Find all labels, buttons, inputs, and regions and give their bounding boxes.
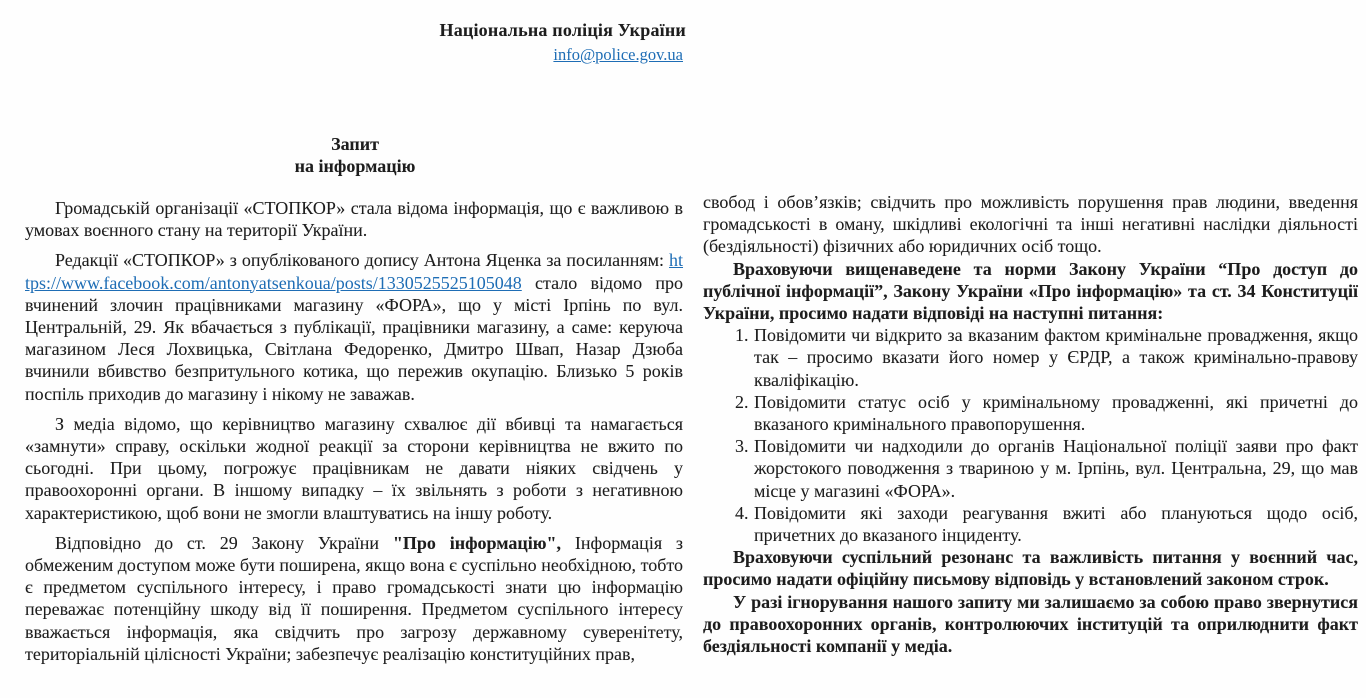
recipient-name: Національна поліція України: [439, 20, 686, 40]
paragraph-media-text: З медіа відомо, що керівництво магазину схвалює дії вбивці та намагається «замнути» справу, оскільки жодної реакції за сторони керівництва не вжито по сьогодні. При цьому, погрожує працівникам не давати ніяких свідчень у правоохоронні органи. В іншому випадку – їх звільнять з роботи з негативною характеристикою, щоб вони не змогли влаштуватись на іншу роботу.: [25, 413, 683, 523]
facebook-post-link[interactable]: https://www.facebook.com/antonyatsenkoua/posts/1330525525105048: [25, 250, 684, 293]
list-item-number: 3.: [735, 436, 749, 457]
paragraph-source-after-link: стало відомо про вчинений злочин працівниками магазину «ФОРА», що у місті Ірпінь по вул. Центральній, 29. Як вбачається з публікації, працівники магазину, а саме: керуюча магазином Леся Лохвицька, Світлана Федоренко, Дмитро Швап, Назар Дзюба вчинили вбивство безпритульного котика, що пережив окупацію. Близько 5 років поспіль приходив до магазину і нікому не заважав.: [25, 272, 684, 404]
list-item-number: 2.: [735, 391, 749, 412]
paragraph-deadline: [703, 546, 1358, 590]
list-item-number: 1.: [735, 325, 749, 346]
paragraph-intro: [25, 197, 683, 241]
paragraph-law-before-bold: Відповідно до ст. 29 Закону України: [55, 532, 380, 553]
list-item-text: Повідомити які заходи реагування вжиті або плануються щодо осіб, причетних до вказаного інциденту.: [754, 502, 1358, 546]
recipient-block: [400, 19, 686, 66]
recipient-email-link[interactable]: info@police.gov.ua: [553, 45, 683, 65]
questions-list: [703, 324, 1358, 546]
paragraph-media: [25, 413, 683, 524]
paragraph-request-intro: [703, 258, 1358, 325]
list-item-number: 4.: [735, 502, 749, 523]
paragraph-warning: [703, 591, 1358, 658]
list-item-text: Повідомити статус осіб у кримінальному провадженні, які причетні до вказаного кримінального правопорушення.: [754, 391, 1358, 435]
law-title-bold: "Про інформацію",: [392, 532, 562, 553]
paragraph-source-before-link: Редакції «СТОПКОР» з опублікованого допису Антона Яценка за посиланням:: [55, 250, 665, 271]
paragraph-deadline-text: Враховуючи суспільний резонанс та важливість питання у воєнний час, просимо надати офіційну письмову відповідь у встановлений законом строк.: [703, 547, 1358, 590]
list-item-text: Повідомити чи відкрито за вказаним фактом кримінальне провадження, якщо так – просимо вказати його номер у ЄРДР, а також кримінально-правову кваліфікацію.: [754, 325, 1358, 390]
list-item: [703, 435, 1358, 502]
document-title: [25, 133, 685, 177]
paragraph-request-intro-text: Враховуючи вищенаведене та норми Закону України “Про доступ до публічної інформації”, Закону України «Про інформацію» та ст. 34 Конституції України, просимо надати відповіді на наступні питання:: [703, 258, 1358, 324]
right-column: [703, 191, 1358, 657]
list-item: [703, 324, 1358, 391]
list-item: [703, 502, 1358, 546]
document-title-line-2: на інформацію: [294, 156, 416, 177]
paragraph-source: [25, 249, 683, 404]
paragraph-law-after-bold: Інформація з обмеженим доступом може бути поширена, якщо вона є суспільно необхідною, тобто є предметом суспільного інтересу, і право громадськості знати цю інформацію переважає потенційну шкоду від її поширення. Предметом суспільного інтересу вважається інформація, яка свідчить про загрозу державному суверенітету, територіальній цілісності України; забезпечує реалізацію конституційних прав,: [25, 532, 684, 664]
paragraph-intro-text: Громадській організації «СТОПКОР» стала відома інформація, що є важливою в умовах воєнного стану на території України.: [25, 198, 683, 241]
paragraph-law-continued-text: свобод і обов’язків; свідчить про можливість порушення прав людини, введення громадськості в оману, шкідливі екологічні та інші негативні наслідки діяльності (бездіяльності) фізичних або юридичних осіб тощо.: [703, 192, 1358, 257]
list-item-text: Повідомити чи надходили до органів Національної поліції заяви про факт жорстокого поводження з твариною у м. Ірпінь, вул. Центральна, 29, що мав місце у магазині «ФОРА».: [754, 436, 1358, 501]
paragraph-law: [25, 532, 683, 665]
document-title-line-1: Запит: [331, 134, 379, 154]
left-column: [25, 197, 683, 665]
paragraph-law-continued: [703, 191, 1358, 258]
list-item: [703, 391, 1358, 435]
paragraph-warning-text: У разі ігнорування нашого запиту ми залишаємо за собою право звернутися до правоохоронних органів, контролюючих інституцій та оприлюднити факт бездіяльності компанії у медіа.: [703, 591, 1358, 657]
